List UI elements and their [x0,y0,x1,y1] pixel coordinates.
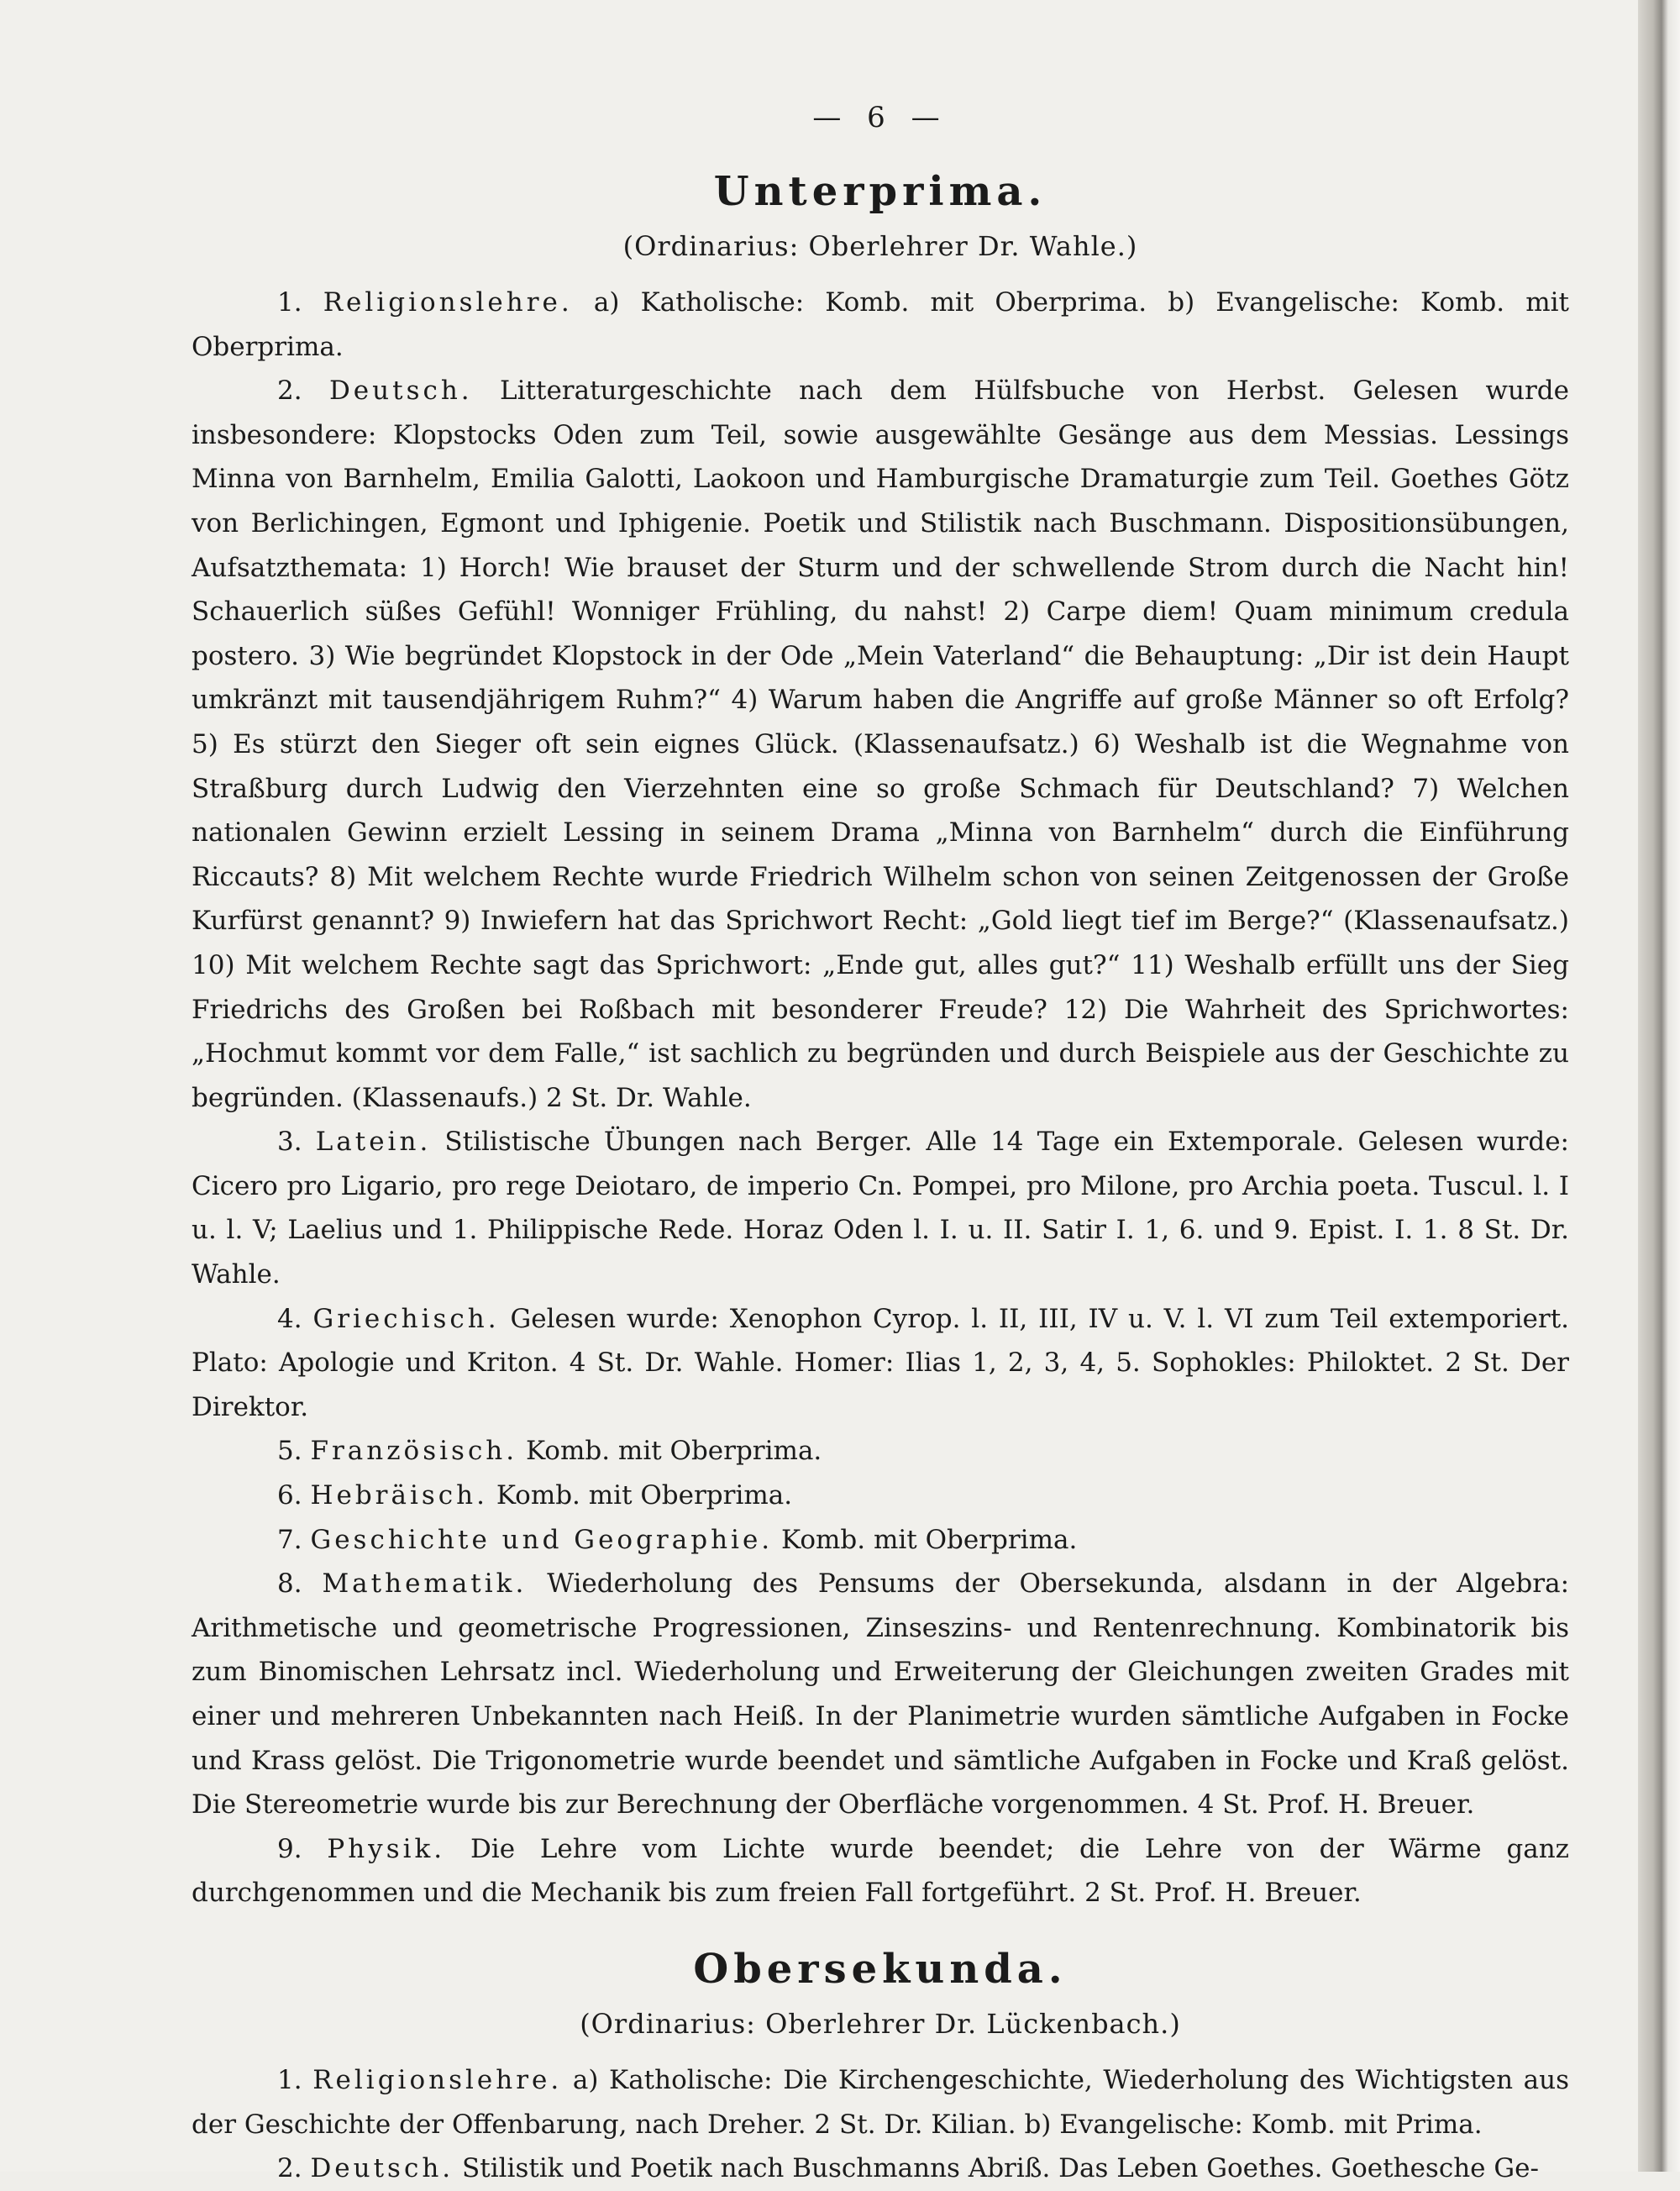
subject-paragraph: 5. Französisch. Komb. mit Oberprima. [277,1436,822,1467]
subject-name: Religionslehre. [323,287,573,318]
subject-paragraph: 3. Latein. Stilistische Übungen nach Berger. Alle 14 Tage ein Extemporale. Gelesen wurde: Cicero pro Ligario, pro rege Deiotaro, de imperio Cn. Pompei, pro Milone, pro Archia poeta. Tuscul. l. I u. l. V; Laelius und 1. Philippische Rede. Horaz Oden l. I. u. II. Satir I. 1, 6. und 9. Epist. I. 1. 8 St. Dr. Wahle. [192,1127,1569,1290]
book-page-edge [1638,0,1680,2172]
page-number: — 6 — [812,101,948,134]
subject-paragraph: 8. Mathematik. Wiederholung des Pensums der Obersekunda, alsdann in der Algebra: Arithmetische und geometrische Progressionen, Zinseszins- und Rentenrechnung. Kombinatorik bis zum Binomischen Lehrsatz incl. Wiederholung und Erweiterung der Gleichungen zweiten Grades mit einer und mehreren Unbekannten nach Heiß. In der Planimetrie wurden sämtliche Aufgaben in Focke und Krass gelöst. Die Trigonometrie wurde beendet und sämtliche Aufgaben in Focke und Kraß gelöst. Die Stereometrie wurde bis zur Berechnung der Oberfläche vorgenommen. 4 St. Prof. H. Breuer. [192,1568,1570,1821]
section-title: Obersekunda. [693,1945,1068,1993]
subject-name: Hebräisch. [310,1480,488,1511]
subject-name: Mathematik. [322,1568,528,1600]
subject-name: Geschichte und Geographie. [310,1524,774,1555]
subject-text: a) Katholische: Die Kirchengeschichte, Wiederholung des Wichtigsten aus der Geschichte der Offenbarung, nach Dreher. 2 St. Dr. Kilian. b) Evangelische: Komb. mit Prima. [192,2064,1570,2140]
subject-text: Stilistik und Poetik nach Buschmanns Abriß. Das Leben Goethes. Goethesche Ge- [462,2153,1539,2184]
subject-text: Wiederholung des Pensums der Obersekunda, alsdann in der Algebra: Arithmetische und geometrische Progressionen, Zinseszins- und Rentenrechnung. Kombinatorik bis zum Binomischen Lehrsatz incl. Wiederholung und Erweiterung der Gleichungen zweiten Grades mit einer und mehreren Unbekannten nach Heiß. In der Planimetrie wurden sämtliche Aufgaben in Focke und Krass gelöst. Die Trigonometrie wurde beendet und sämtliche Aufgaben in Focke und Kraß gelöst. Die Stereometrie wurde bis zur Berechnung der Oberfläche vorgenommen. 4 St. Prof. H. Breuer. [192,1568,1570,1821]
subject-name: Französisch. [310,1436,518,1467]
subject-text: Stilistische Übungen nach Berger. Alle 14 Tage ein Extemporale. Gelesen wurde: Cicero pro Ligario, pro rege Deiotaro, de imperio Cn. Pompei, pro Milone, pro Archia poeta. Tuscul. l. I u. l. V; Laelius und 1. Philippische Rede. Horaz Oden l. I. u. II. Satir I. 1, 6. und 9. Epist. I. 1. 8 St. Dr. Wahle. [192,1127,1569,1290]
subject-text: Komb. mit Oberprima. [496,1480,793,1511]
section-title: Unterprima. [713,168,1047,215]
subject-text: Gelesen wurde: Xenophon Cyrop. l. II, III, IV u. V. l. VI zum Teil extemporiert. Plato: Apologie und Kriton. 4 St. Dr. Wahle. Homer: Ilias 1, 2, 3, 4, 5. Sophokles: Philoktet. 2 St. Der Direktor. [192,1303,1570,1422]
subject-name: Deutsch. [310,2153,454,2184]
subject-paragraph: 2. Deutsch. Stilistik und Poetik nach Buschmanns Abriß. Das Leben Goethes. Goethesche Ge- [277,2153,1539,2184]
subject-text: Komb. mit Oberprima. [781,1524,1078,1555]
page-content [192,101,1569,2191]
subject-paragraph: 7. Geschichte und Geographie. Komb. mit Oberprima. [277,1524,1078,1555]
subject-paragraph: 4. Griechisch. Gelesen wurde: Xenophon Cyrop. l. II, III, IV u. V. l. VI zum Teil extemporiert. Plato: Apologie und Kriton. 4 St. Dr. Wahle. Homer: Ilias 1, 2, 3, 4, 5. Sophokles: Philoktet. 2 St. Der Direktor. [192,1303,1570,1422]
subject-name: Griechisch. [312,1303,500,1334]
subject-text: Komb. mit Oberprima. [525,1436,822,1467]
subject-paragraph: 6. Hebräisch. Komb. mit Oberprima. [277,1480,793,1511]
subject-paragraph: 9. Physik. Die Lehre vom Lichte wurde beendet; die Lehre von der Wärme ganz durchgenommen und die Mechanik bis zum freien Fall fortgeführt. 2 St. Prof. H. Breuer. [192,1833,1570,1909]
subject-text: Die Lehre vom Lichte wurde beendet; die Lehre von der Wärme ganz durchgenommen und die Mechanik bis zum freien Fall fortgeführt. 2 St. Prof. H. Breuer. [192,1833,1570,1909]
section-ordinarius: (Ordinarius: Oberlehrer Dr. Lückenbach.) [580,2007,1181,2040]
subject-paragraph: 1. Religionslehre. a) Katholische: Komb. mit Oberprima. b) Evangelische: Komb. mit Oberprima. [192,287,1570,362]
subject-text: Litteraturgeschichte nach dem Hülfsbuche von Herbst. Gelesen wurde insbesondere: Klopstocks Oden zum Teil, sowie ausgewählte Gesänge aus dem Messias. Lessings Minna von Barnhelm, Emilia Galotti, Laokoon und Hamburgische Dramaturgie zum Teil. Goethes Götz von Berlichingen, Egmont und Iphigenie. Poetik und Stilistik nach Buschmann. Dispositionsübungen, Aufsatzthemata: 1) Horch! Wie brauset der Sturm und der schwellende Strom durch die Nacht hin! Schauerlich süßes Gefühl! Wonniger Frühling, du nahst! 2) Carpe diem! Quam minimum credula postero. 3) Wie begründet Klopstock in der Ode „Mein Vaterland“ die Behauptung: „Dir ist dein Haupt umkränzt mit tausendjährigem Ruhm?“ 4) Warum haben die Angriffe auf große Männer so oft Erfolg? 5) Es stürzt den Sieger oft sein eignes Glück. (Klassenaufsatz.) 6) Weshalb ist die Wegnahme von Straßburg durch Ludwig den Vierzehnten eine so große Schmach für Deutschland? 7) Welchen nationalen Gewinn erzielt Lessing in seinem Drama „Minna von Barnhelm“ durch die Einführung Riccauts? 8) Mit welchem Rechte wurde Friedrich Wilhelm schon von seinen Zeitgenossen der Große Kurfürst genannt? 9) Inwiefern hat das Sprichwort Recht: „Gold liegt tief im Berge?“ (Klassenaufsatz.) 10) Mit welchem Rechte sagt das Sprichwort: „Ende gut, alles gut?“ 11) Weshalb erfüllt uns der Sieg Friedrichs des Großen bei Roßbach mit besonderer Freude? 12) Die Wahrheit des Sprichwortes: „Hochmut kommt vor dem Falle,“ ist sachlich zu begründen und durch Beispiele aus der Geschichte zu begründen. (Klassenaufs.) 2 St. Dr. Wahle. [192,376,1570,1113]
section-ordinarius: (Ordinarius: Oberlehrer Dr. Wahle.) [622,230,1138,262]
subject-paragraph: 2. Deutsch. Litteraturgeschichte nach dem Hülfsbuche von Herbst. Gelesen wurde insbesondere: Klopstocks Oden zum Teil, sowie ausgewählte Gesänge aus dem Messias. Lessings Minna von Barnhelm, Emilia Galotti, Laokoon und Hamburgische Dramaturgie zum Teil. Goethes Götz von Berlichingen, Egmont und Iphigenie. Poetik und Stilistik nach Buschmann. Dispositionsübungen, Aufsatzthemata: 1) Horch! Wie brauset der Sturm und der schwellende Strom durch die Nacht hin! Schauerlich süßes Gefühl! Wonniger Frühling, du nahst! 2) Carpe diem! Quam minimum credula postero. 3) Wie begründet Klopstock in der Ode „Mein Vaterland“ die Behauptung: „Dir ist dein Haupt umkränzt mit tausendjährigem Ruhm?“ 4) Warum haben die Angriffe auf große Männer so oft Erfolg? 5) Es stürzt den Sieger oft sein eignes Glück. (Klassenaufsatz.) 6) Weshalb ist die Wegnahme von Straßburg durch Ludwig den Vierzehnten eine so große Schmach für Deutschland? 7) Welchen nationalen Gewinn erzielt Lessing in seinem Drama „Minna von Barnhelm“ durch die Einführung Riccauts? 8) Mit welchem Rechte wurde Friedrich Wilhelm schon von seinen Zeitgenossen der Große Kurfürst genannt? 9) Inwiefern hat das Sprichwort Recht: „Gold liegt tief im Berge?“ (Klassenaufsatz.) 10) Mit welchem Rechte sagt das Sprichwort: „Ende gut, alles gut?“ 11) Weshalb erfüllt uns der Sieg Friedrichs des Großen bei Roßbach mit besonderer Freude? 12) Die Wahrheit des Sprichwortes: „Hochmut kommt vor dem Falle,“ ist sachlich zu begründen und durch Beispiele aus der Geschichte zu begründen. (Klassenaufs.) 2 St. Dr. Wahle. [192,376,1570,1113]
subject-paragraph: 1. Religionslehre. a) Katholische: Die Kirchengeschichte, Wiederholung des Wichtigsten aus der Geschichte der Offenbarung, nach Dreher. 2 St. Dr. Kilian. b) Evangelische: Komb. mit Prima. [192,2064,1570,2140]
subject-text: a) Katholische: Komb. mit Oberprima. b) Evangelische: Komb. mit Oberprima. [192,287,1570,362]
subject-name: Physik. [327,1833,446,1864]
subject-name: Latein. [315,1127,432,1158]
subject-name: Deutsch. [328,376,473,407]
subject-name: Religionslehre. [312,2064,563,2095]
